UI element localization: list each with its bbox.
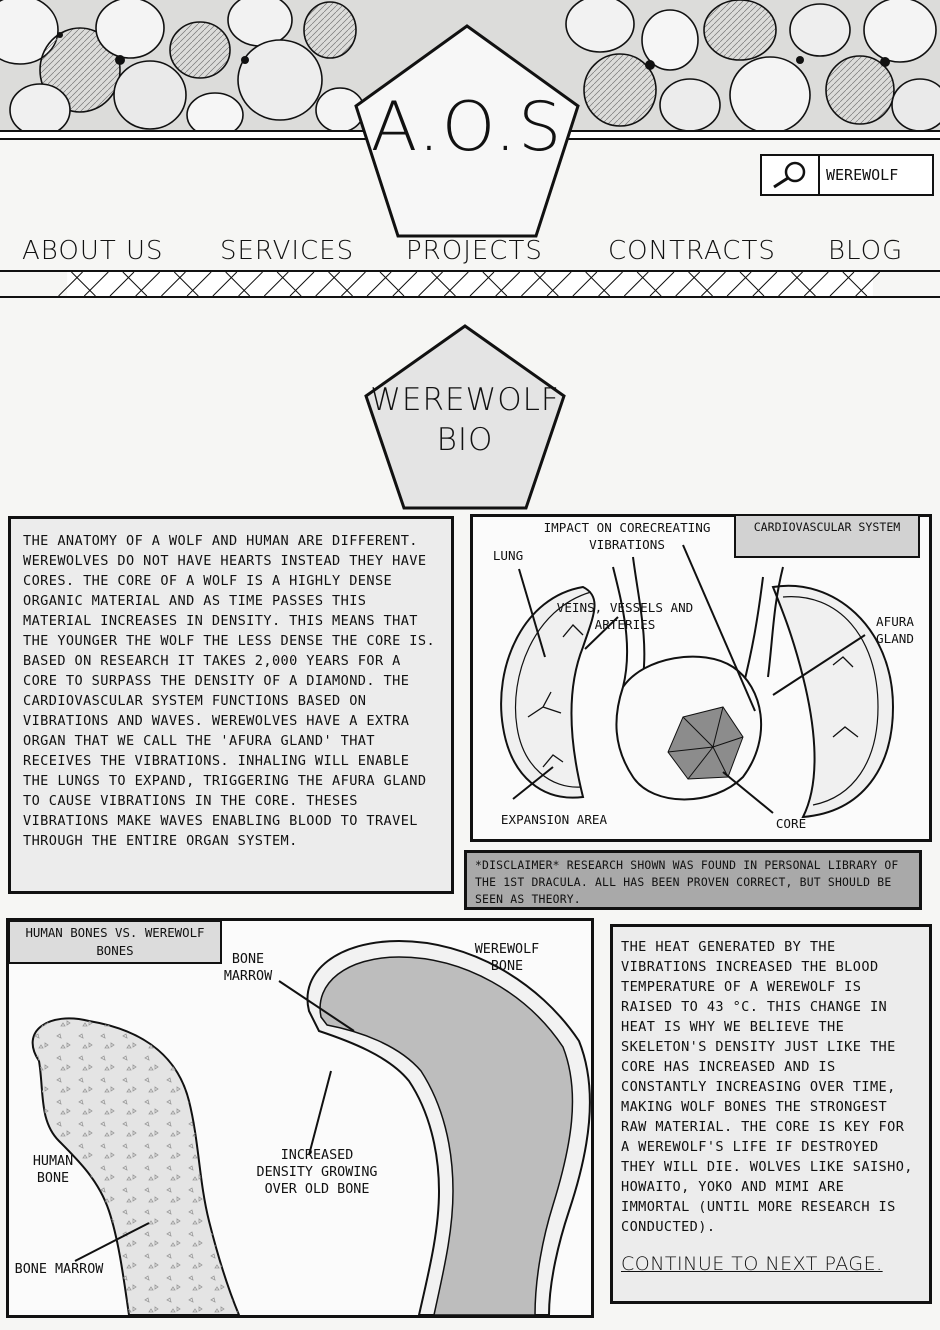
- nav-services[interactable]: SERVICES: [220, 236, 355, 266]
- cardio-diagram-panel: [470, 514, 932, 842]
- label-bone-marrow-bottom: BONE MARROW: [14, 1262, 104, 1277]
- nav-about-us[interactable]: ABOUT US: [22, 236, 164, 266]
- label-bone-marrow-top: BONE MARROW: [223, 952, 273, 984]
- bones-diagram: [9, 921, 591, 1315]
- nav-projects[interactable]: PROJECTS: [406, 236, 543, 266]
- bones-diagram-panel: [6, 918, 594, 1318]
- disclaimer-text: *DISCLAIMER* RESEARCH SHOWN WAS FOUND IN PERSONAL LIBRARY OF THE 1ST DRACULA. ALL HAS BEEN PROVEN CORRECT, BUT SHOULD BE SEEN AS THEORY.: [475, 858, 899, 906]
- cardio-tag: CARDIOVASCULAR SYSTEM: [734, 514, 920, 558]
- continue-link[interactable]: CONTINUE TO NEXT PAGE.: [621, 1253, 883, 1275]
- label-increased-density: INCREASED DENSITY GROWING OVER OLD BONE: [256, 1148, 378, 1197]
- anatomy-panel: [8, 516, 454, 894]
- nav-blog[interactable]: BLOG: [828, 236, 904, 266]
- label-veins: VEINS, VESSELS AND ARTERIES: [556, 600, 694, 632]
- nav-hatch-band: [0, 270, 940, 298]
- label-human-bone: HUMAN BONE: [32, 1154, 74, 1186]
- nav-contracts[interactable]: CONTRACTS: [608, 236, 776, 266]
- bones-tag: HUMAN BONES VS. WEREWOLF BONES: [8, 920, 222, 964]
- site-logo[interactable]: A.O.S: [370, 88, 564, 167]
- disclaimer-box: [464, 850, 922, 910]
- search-button[interactable]: [762, 156, 820, 194]
- page-title-line2: BIO: [436, 422, 494, 458]
- page-title-line1: WEREWOLF: [370, 382, 560, 418]
- search-icon: [768, 160, 812, 190]
- heat-text: THE HEAT GENERATED BY THE VIBRATIONS INCREASED THE BLOOD TEMPERATURE OF A WEREWOLF IS RAISED TO 43 °C. THIS CHANGE IN HEAT IS WHY WE BELIEVE THE SKELETON'S DENSITY JUST LIKE THE CORE HAS INCREASED AND IS CONSTANTLY INCREASING OVER TIME, MAKING WOLF BONES THE STRONGEST RAW MATERIAL. THE CORE IS KEY FOR A WEREWOLF'S LIFE IF DESTROYED THEY WILL DIE. WOLVES LIKE SAISHO, HOWAITO, YOKO AND MIMI ARE IMMORTAL (UNTIL MORE RESEARCH IS CONDUCTED).: [621, 939, 913, 1235]
- search-input[interactable]: [820, 156, 932, 194]
- heat-panel: [610, 924, 932, 1304]
- label-lung: LUNG: [492, 548, 524, 563]
- label-impact: IMPACT ON CORECREATING VIBRATIONS: [543, 520, 711, 552]
- label-core: CORE: [775, 816, 807, 831]
- page-title: [362, 380, 568, 460]
- label-afura-gland: AFURA GLAND: [876, 614, 914, 646]
- cardio-diagram: [473, 517, 929, 839]
- label-werewolf-bone: WEREWOLF BONE: [474, 942, 540, 974]
- label-expansion-area: EXPANSION AREA: [500, 812, 608, 827]
- main-nav: [0, 236, 940, 270]
- anatomy-text: THE ANATOMY OF A WOLF AND HUMAN ARE DIFFERENT. WEREWOLVES DO NOT HAVE HEARTS INSTEAD THEY HAVE CORES. THE CORE OF A WOLF IS A HIGHLY DENSE ORGANIC MATERIAL AND AS TIME PASSES THIS MATERIAL INCREASES IN DENSITY. THIS MEANS THAT THE YOUNGER THE WOLF THE LESS DENSE THE CORE IS. BASED ON RESEARCH IT TAKES 2,000 YEARS FOR A CORE TO SURPASS THE DENSITY OF A DIAMOND. THE CARDIOVASCULAR SYSTEM FUNCTIONS BASED ON VIBRATIONS AND WAVES. WEREWOLVES HAVE A EXTRA ORGAN THAT WE CALL THE 'AFURA GLAND' THAT RECEIVES THE VIBRATIONS. INHALING WILL ENABLE THE LUNGS TO EXPAND, TRIGGERING THE AFURA GLAND TO CAUSE VIBRATIONS IN THE CORE. THESES VIBRATIONS MAKE WAVES ENABLING BLOOD TO TRAVEL THROUGH THE ENTIRE ORGAN SYSTEM.: [23, 533, 436, 849]
- search-box: [760, 154, 934, 196]
